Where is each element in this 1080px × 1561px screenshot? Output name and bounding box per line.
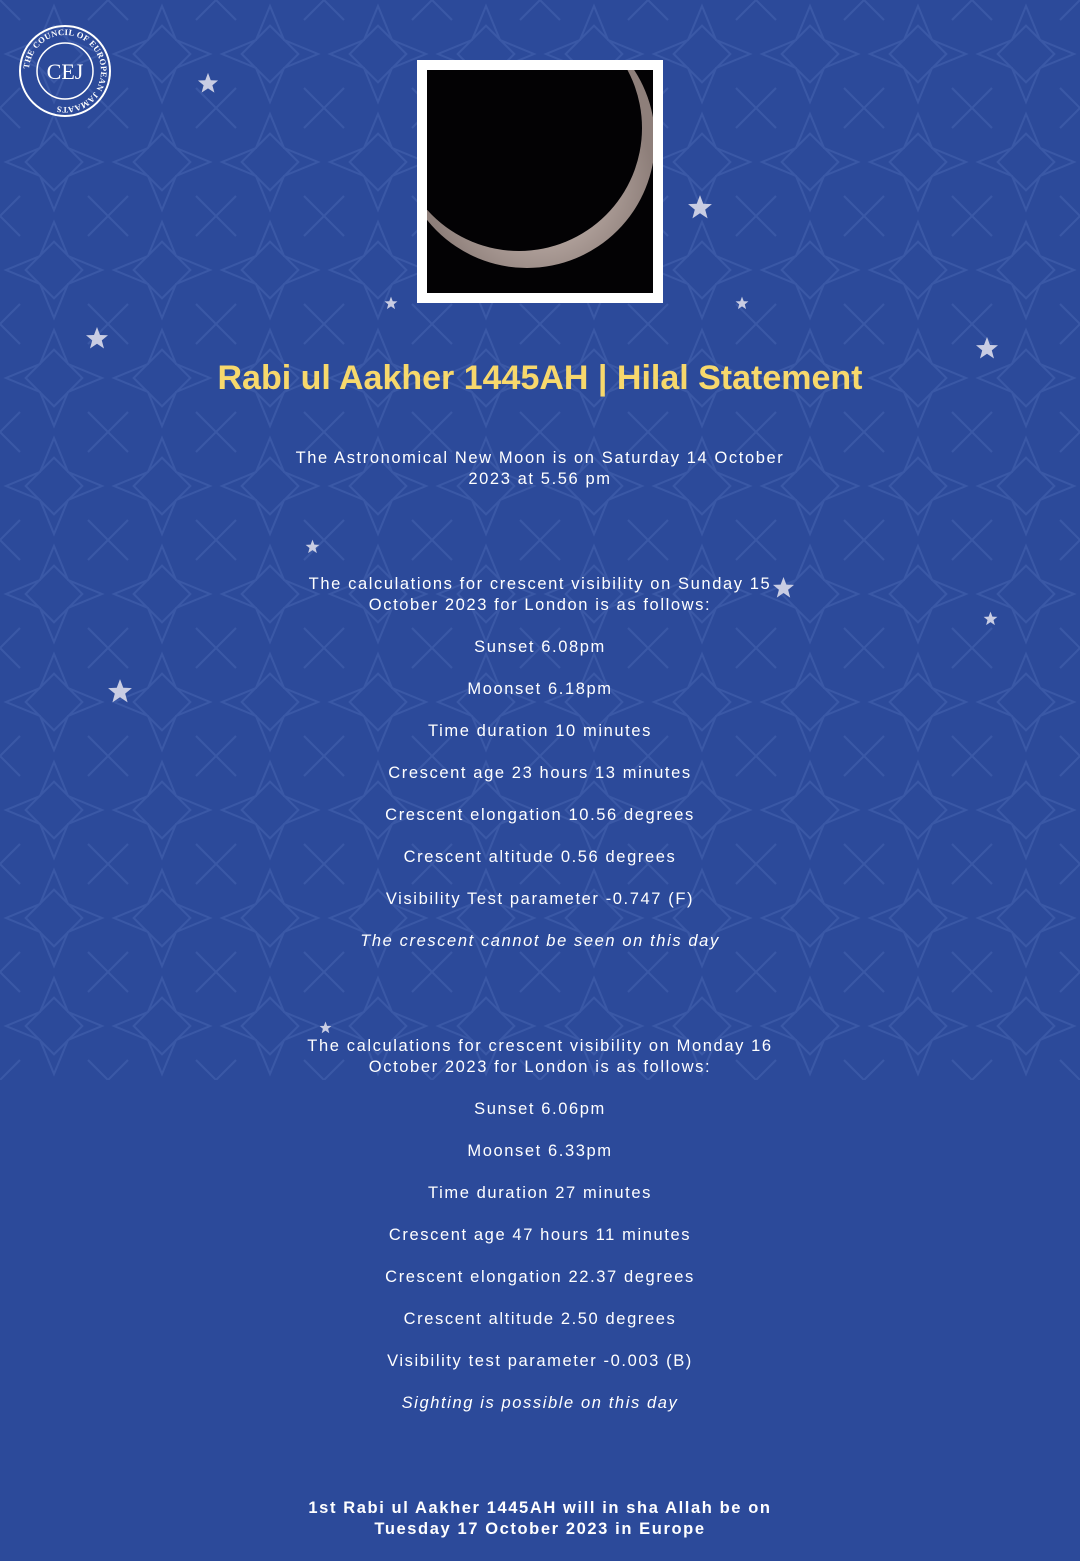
- sunday-altitude: Crescent altitude 0.56 degrees: [403, 848, 677, 866]
- star-icon: [197, 72, 219, 94]
- star-icon: [983, 611, 998, 626]
- star-icon: [735, 296, 749, 310]
- sunday-age: Crescent age 23 hours 13 minutes: [388, 764, 692, 782]
- statement-body: [240, 427, 840, 1561]
- monday-visibility: Visibility test parameter -0.003 (B): [387, 1352, 693, 1370]
- spacer: [240, 511, 840, 532]
- logo-monogram: CEJ: [46, 59, 84, 84]
- council-logo: [18, 24, 112, 118]
- monday-altitude: Crescent altitude 2.50 degrees: [403, 1310, 677, 1328]
- monday-age: Crescent age 47 hours 11 minutes: [388, 1226, 692, 1244]
- page-title: Rabi ul Aakher 1445AH | Hilal Statement: [217, 359, 863, 397]
- moon-photo-frame: [417, 60, 663, 303]
- sunday-visibility: Visibility Test parameter -0.747 (F): [385, 890, 695, 908]
- spacer: [240, 1435, 840, 1456]
- monday-moonset: Moonset 6.33pm: [467, 1142, 613, 1160]
- sunday-intro: The calculations for crescent visibility on Sunday 15 October 2023 for London is as follows:: [308, 575, 772, 614]
- new-moon-text: The Astronomical New Moon is on Saturday 14 October 2023 at 5.56 pm: [295, 449, 785, 488]
- star-icon: [85, 326, 109, 350]
- star-icon: [107, 678, 133, 704]
- monday-sunset: Sunset 6.06pm: [474, 1100, 606, 1118]
- logo-ring-text: THE COUNCIL OF EUROPEAN JAMAATS: [21, 26, 110, 116]
- conclusion-text: 1st Rabi ul Aakher 1445AH will in sha Allah be on Tuesday 17 October 2023 in Europe: [308, 1499, 772, 1538]
- monday-duration: Time duration 27 minutes: [428, 1184, 652, 1202]
- sunday-verdict: The crescent cannot be seen on this day: [360, 932, 720, 950]
- sunday-moonset: Moonset 6.18pm: [467, 680, 613, 698]
- sunday-sunset: Sunset 6.08pm: [474, 638, 606, 656]
- monday-verdict: Sighting is possible on this day: [401, 1394, 679, 1412]
- spacer: [240, 973, 840, 994]
- monday-intro: The calculations for crescent visibility on Monday 16 October 2023 for London is as follows:: [307, 1037, 773, 1076]
- crescent-moon-image: [427, 70, 653, 293]
- star-icon: [687, 194, 713, 220]
- star-icon: [384, 296, 398, 310]
- sunday-elongation: Crescent elongation 10.56 degrees: [385, 806, 695, 824]
- monday-elongation: Crescent elongation 22.37 degrees: [385, 1268, 695, 1286]
- sunday-duration: Time duration 10 minutes: [428, 722, 652, 740]
